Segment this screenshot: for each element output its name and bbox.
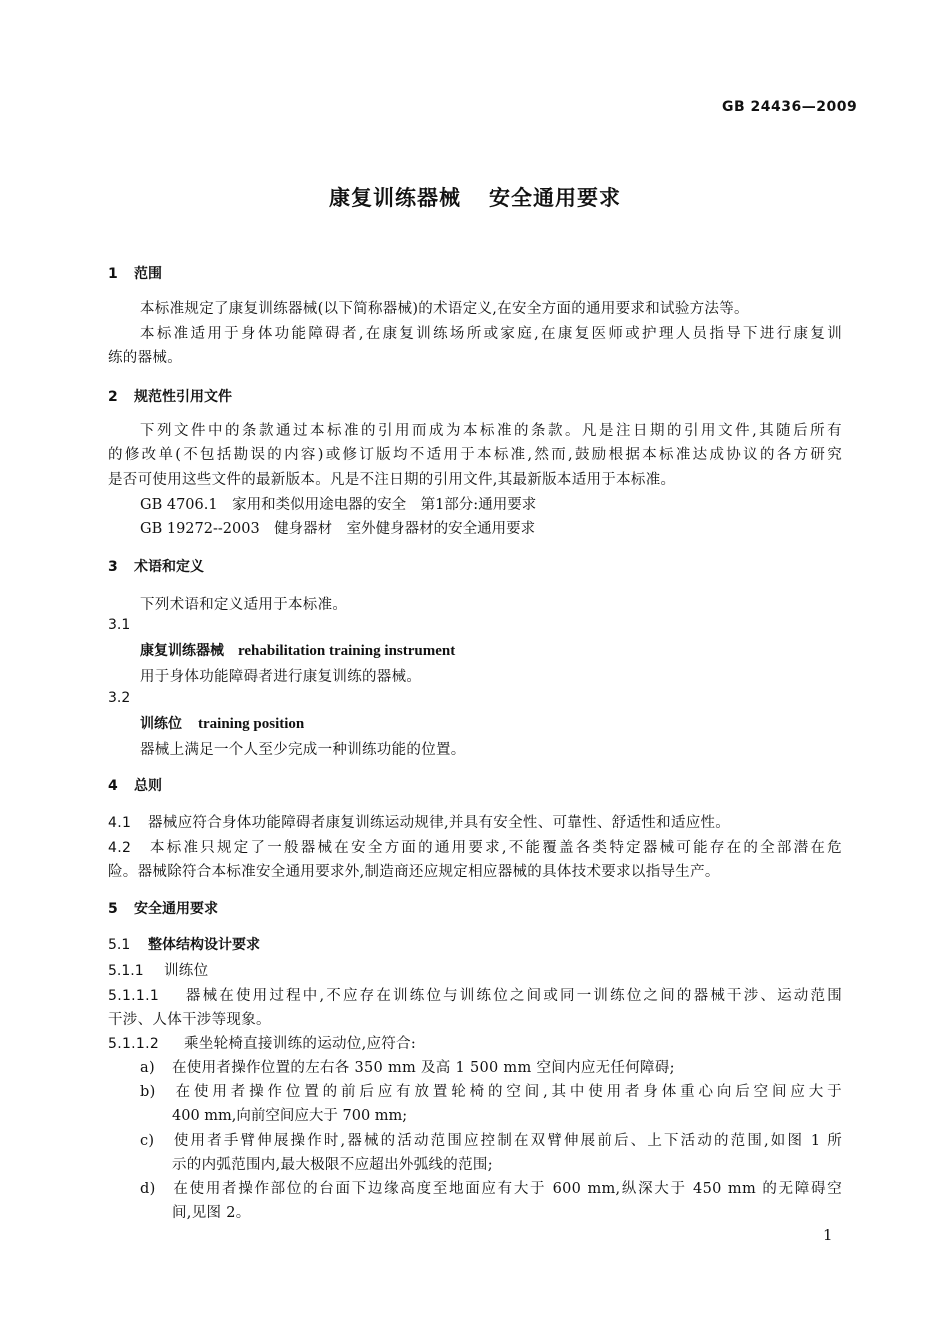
clause-number: 4.2 (108, 840, 132, 856)
section-4-heading (108, 775, 162, 795)
term-english: rehabilitation training instrument (238, 643, 456, 659)
clause-number: 5.1.1.1 (108, 988, 160, 1004)
term-chinese: 康复训练器械 (140, 643, 224, 659)
term-entry (140, 713, 304, 733)
list-item-label: b) (140, 1084, 156, 1100)
paragraph: 本标准规定了康复训练器械(以下简称器械)的术语定义,在安全方面的通用要求和试验方法等。 (140, 301, 749, 317)
term-english: training position (198, 716, 305, 732)
section-title: 范围 (134, 266, 162, 282)
section-number: 3 (108, 559, 118, 575)
list-item-label: a) (140, 1060, 155, 1076)
subsection-number: 5.1.1 (108, 963, 144, 979)
list-item-label: d) (140, 1181, 156, 1197)
subsection-title: 整体结构设计要求 (148, 937, 260, 953)
standard-number: GB 24436—2009 (722, 99, 858, 115)
list-item-continuation: 400 mm,向前空间应大于 700 mm; (172, 1108, 408, 1124)
clause (108, 811, 730, 832)
term-definition: 用于身体功能障碍者进行康复训练的器械。 (140, 669, 422, 685)
paragraph: 下列术语和定义适用于本标准。 (140, 597, 348, 613)
title-part2: 安全通用要求 (489, 186, 621, 210)
section-2-heading (108, 386, 232, 406)
term-number: 3.2 (108, 690, 131, 706)
title-part1: 康复训练器械 (329, 186, 461, 210)
list-item-text: 在使用者操作部位的台面下边缘高度至地面应有大于 600 mm,纵深大于 450 mm 的无障碍空 (172, 1181, 842, 1197)
clause-text: 器械在使用过程中,不应存在训练位与训练位之间或同一训练位之间的器械干涉、运动范围 (184, 988, 842, 1004)
clause (108, 836, 842, 857)
section-5-heading (108, 898, 218, 918)
list-item-continuation: 示的内弧范围内,最大极限不应超出外弧线的范围; (172, 1157, 493, 1173)
paragraph-line: 是否可使用这些文件的最新版本。凡是不注日期的引用文件,其最新版本适用于本标准。 (108, 472, 676, 488)
term-chinese: 训练位 (140, 716, 182, 732)
list-item-text: 在使用者操作位置的左右各 350 mm 及高 1 500 mm 空间内应无任何障碍; (172, 1060, 675, 1076)
list-item-text: 在使用者操作位置的前后应有放置轮椅的空间,其中使用者身体重心向后空间应大于 (172, 1084, 842, 1100)
section-number: 1 (108, 266, 118, 282)
paragraph-line: 练的器械。 (108, 350, 182, 366)
section-3-heading (108, 556, 204, 576)
paragraph-line: 险。器械除符合本标准安全通用要求外,制造商还应规定相应器械的具体技术要求以指导生产。 (108, 864, 720, 880)
list-item-label: c) (140, 1133, 155, 1149)
normative-reference: GB 19272--2003 健身器材 室外健身器材的安全通用要求 (140, 521, 536, 537)
clause-text: 器械应符合身体功能障碍者康复训练运动规律,并具有安全性、可靠性、舒适性和适应性。 (148, 815, 731, 831)
list-item (140, 1056, 675, 1077)
section-number: 4 (108, 778, 118, 794)
list-item (140, 1177, 842, 1198)
section-title: 总则 (134, 778, 162, 794)
paragraph-line: 本标准适用于身体功能障碍者,在康复训练场所或家庭,在康复医师或护理人员指导下进行康复训 (140, 326, 842, 342)
section-title: 安全通用要求 (134, 901, 218, 917)
section-number: 2 (108, 389, 118, 405)
clause-text: 本标准只规定了一般器械在安全方面的通用要求,不能覆盖各类特定器械可能存在的全部潜在危 (148, 840, 842, 856)
term-entry (140, 640, 455, 660)
clause (108, 984, 842, 1005)
document-title (0, 182, 950, 212)
clause (108, 1032, 416, 1053)
list-item (140, 1080, 842, 1101)
term-number: 3.1 (108, 617, 131, 633)
clause-number: 4.1 (108, 815, 132, 831)
paragraph-line: 的修改单(不包括勘误的内容)或修订版均不适用于本标准,然而,鼓励根据本标准达成协议的各方研究 (108, 447, 842, 463)
subsection-5-1-heading (108, 934, 260, 954)
section-number: 5 (108, 901, 118, 917)
list-item-text: 使用者手臂伸展操作时,器械的活动范围应控制在双臂伸展前后、上下活动的范围,如图 1 所 (172, 1133, 842, 1149)
subsection-title: 训练位 (164, 963, 209, 979)
section-1-heading (108, 263, 162, 283)
subsection-5-1-1-heading (108, 959, 208, 980)
clause-text: 乘坐轮椅直接训练的运动位,应符合: (184, 1036, 417, 1052)
section-title: 术语和定义 (134, 559, 204, 575)
subsection-number: 5.1 (108, 937, 131, 953)
page-number: 1 (823, 1226, 833, 1244)
clause-number: 5.1.1.2 (108, 1036, 160, 1052)
paragraph-line: 下列文件中的条款通过本标准的引用而成为本标准的条款。凡是注日期的引用文件,其随后所有 (140, 423, 842, 439)
paragraph-line: 干涉、人体干涉等现象。 (108, 1012, 271, 1028)
list-item-continuation: 间,见图 2。 (172, 1205, 251, 1221)
list-item (140, 1129, 842, 1150)
normative-reference: GB 4706.1 家用和类似用途电器的安全 第1部分:通用要求 (140, 497, 537, 513)
term-definition: 器械上满足一个人至少完成一种训练功能的位置。 (140, 742, 466, 758)
section-title: 规范性引用文件 (134, 389, 232, 405)
